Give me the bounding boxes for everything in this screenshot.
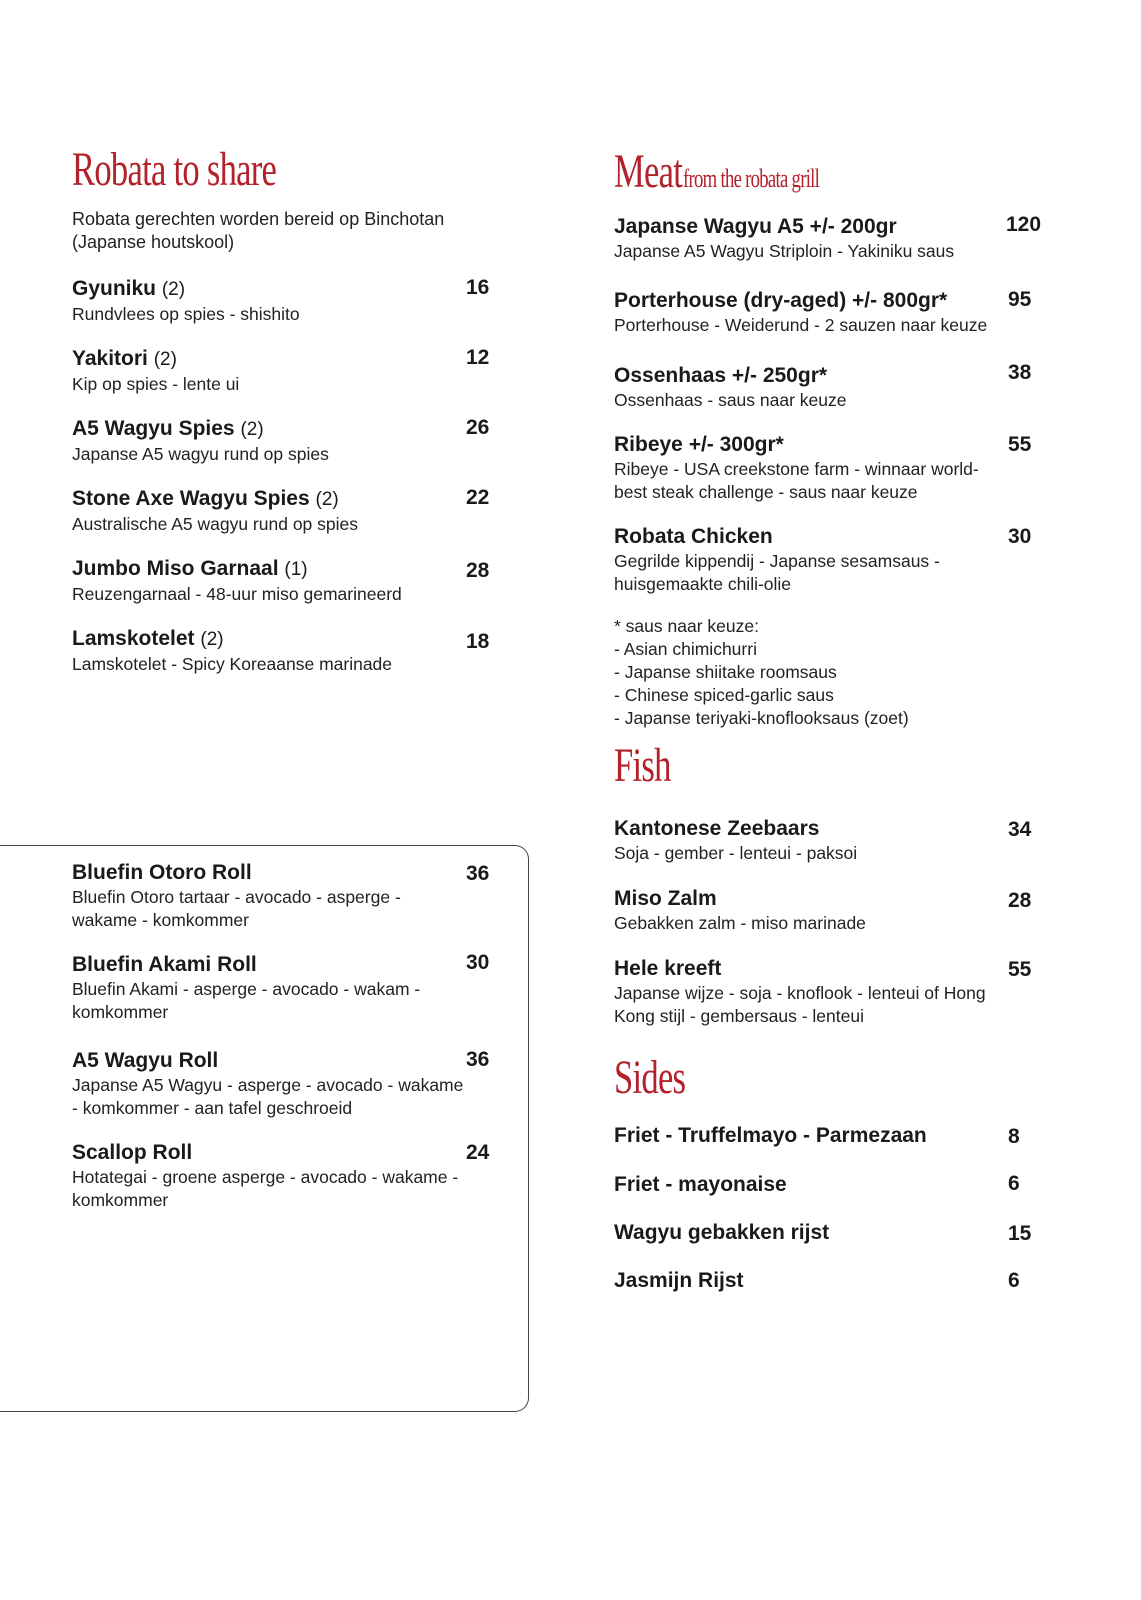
item-desc: Bluefin Otoro tartaar - avocado - asperge - wakame - komkommer [72,887,401,930]
item-price: 34 [1008,818,1032,841]
item-price: 12 [466,346,490,369]
menu-item-ossenhaas [614,363,994,412]
menu-item-a5-wagyu-spies [72,416,502,466]
item-qty: (2) [153,349,177,370]
meat-title: Meatfrom the robata grill [614,145,819,198]
item-price: 24 [466,1141,490,1164]
menu-item-japanse-wagyu [614,214,1014,263]
sauce-note-header: * saus naar keuze: [614,616,759,636]
menu-item-akami-roll [72,952,452,1024]
menu-item-ribeye [614,432,999,504]
item-desc: Rundvlees op spies - shishito [72,304,300,324]
item-desc: Australische A5 wagyu rund op spies [72,514,358,534]
item-name: Japanse Wagyu A5 +/- 200gr [614,215,897,238]
item-price: 95 [1008,288,1032,311]
item-desc: Ossenhaas - saus naar keuze [614,390,847,410]
side-item-name: Friet - Truffelmayo - Parmezaan [614,1124,927,1147]
item-price: 28 [1008,889,1032,912]
menu-item-jumbo-miso [72,556,502,606]
item-price: 28 [466,559,490,582]
item-name: Gyuniku [72,277,157,300]
item-price: 6 [1008,1269,1020,1292]
item-qty: (2) [315,489,339,510]
item-qty: (2) [161,279,186,300]
side-item-name: Friet - mayonaise [614,1173,787,1196]
meat-subtitle: from the robata grill [682,164,819,193]
item-desc: Bluefin Akami - asperge - avocado - wakam - komkommer [72,979,421,1022]
item-desc: Japanse A5 wagyu rund op spies [72,444,329,464]
item-desc: Japanse A5 Wagyu - asperge - avocado - wakame - komkommer - aan tafel geschroeid [72,1075,464,1118]
menu-item-stone-axe [72,486,502,536]
menu-item-miso-zalm [614,886,994,935]
item-name: Stone Axe Wagyu Spies [72,487,310,510]
item-name: Hele kreeft [614,957,722,980]
item-name: Robata Chicken [614,525,773,548]
menu-item-hele-kreeft [614,956,1009,1028]
sauce-notes [614,615,909,730]
item-desc: Gebakken zalm - miso marinade [614,913,866,933]
side-item-name: Wagyu gebakken rijst [614,1221,830,1244]
item-desc: Ribeye - USA creekstone farm - winnaar world-best steak challenge - saus naar keuze [614,459,979,502]
item-name: Miso Zalm [614,887,717,910]
robata-title: Robata to share [72,143,277,196]
sauce-note-item: - Japanse teriyaki-knoflooksaus (zoet) [614,708,909,728]
item-qty: (1) [284,559,308,580]
item-qty: (2) [240,419,264,440]
item-price: 15 [1008,1222,1032,1245]
item-desc: Japanse A5 Wagyu Striploin - Yakiniku saus [614,241,955,261]
menu-item-scallop-roll [72,1140,467,1212]
menu-item-zeebaars [614,816,994,865]
menu-item-otoro-roll [72,860,452,932]
item-desc: Gegrilde kippendij - Japanse sesamsaus - huisgemaakte chili-olie [614,551,940,594]
item-desc: Kip op spies - lente ui [72,374,240,394]
item-price: 18 [466,630,490,653]
item-price: 55 [1008,433,1032,456]
sauce-note-item: - Japanse shiitake roomsaus [614,662,837,682]
menu-item-gyuniku [72,276,502,326]
sides-title: Sides [614,1051,686,1104]
item-name: A5 Wagyu Roll [72,1049,219,1072]
item-qty: (2) [200,629,224,650]
menu-item-robata-chicken [614,524,974,596]
item-name: Yakitori [72,347,148,370]
item-price: 38 [1008,361,1032,384]
item-desc: Soja - gember - lenteui - paksoi [614,843,858,863]
item-desc: Porterhouse - Weiderund - 2 sauzen naar keuze [614,315,988,335]
sauce-note-item: - Chinese spiced-garlic saus [614,685,834,705]
fish-title: Fish [614,739,671,792]
item-desc: Japanse wijze - soja - knoflook - lenteui of Hong Kong stijl - gembersaus - lenteui [614,983,986,1026]
item-name: A5 Wagyu Spies [72,417,235,440]
item-price: 30 [466,951,490,974]
item-price: 6 [1008,1172,1020,1195]
item-price: 16 [466,276,490,299]
item-price: 36 [466,862,490,885]
item-price: 30 [1008,525,1032,548]
menu-item-yakitori [72,346,502,396]
item-price: 36 [466,1048,490,1071]
item-name: Bluefin Akami Roll [72,953,257,976]
item-name: Jumbo Miso Garnaal [72,557,279,580]
menu-item-porterhouse [614,288,1014,337]
menu-item-wagyu-roll [72,1048,472,1120]
item-desc: Hotategai - groene asperge - avocado - wakame - komkommer [72,1167,459,1210]
item-price: 22 [466,486,490,509]
menu-item-lamskotelet [72,626,502,676]
item-price: 8 [1008,1125,1020,1148]
item-price: 55 [1008,958,1032,981]
item-price: 26 [466,416,490,439]
item-desc: Lamskotelet - Spicy Koreaanse marinade [72,654,393,674]
item-price: 120 [1006,213,1042,236]
sauce-note-item: - Asian chimichurri [614,639,757,659]
item-name: Ossenhaas +/- 250gr* [614,364,828,387]
side-item-name: Jasmijn Rijst [614,1269,744,1292]
item-name: Ribeye +/- 300gr* [614,433,784,456]
robata-intro: Robata gerechten worden bereid op Binchotan (Japanse houtskool) [72,209,445,252]
item-name: Bluefin Otoro Roll [72,861,252,884]
item-name: Lamskotelet [72,627,195,650]
item-desc: Reuzengarnaal - 48-uur miso gemarineerd [72,584,402,604]
item-name: Kantonese Zeebaars [614,817,820,840]
item-name: Scallop Roll [72,1141,193,1164]
item-name: Porterhouse (dry-aged) +/- 800gr* [614,289,948,312]
